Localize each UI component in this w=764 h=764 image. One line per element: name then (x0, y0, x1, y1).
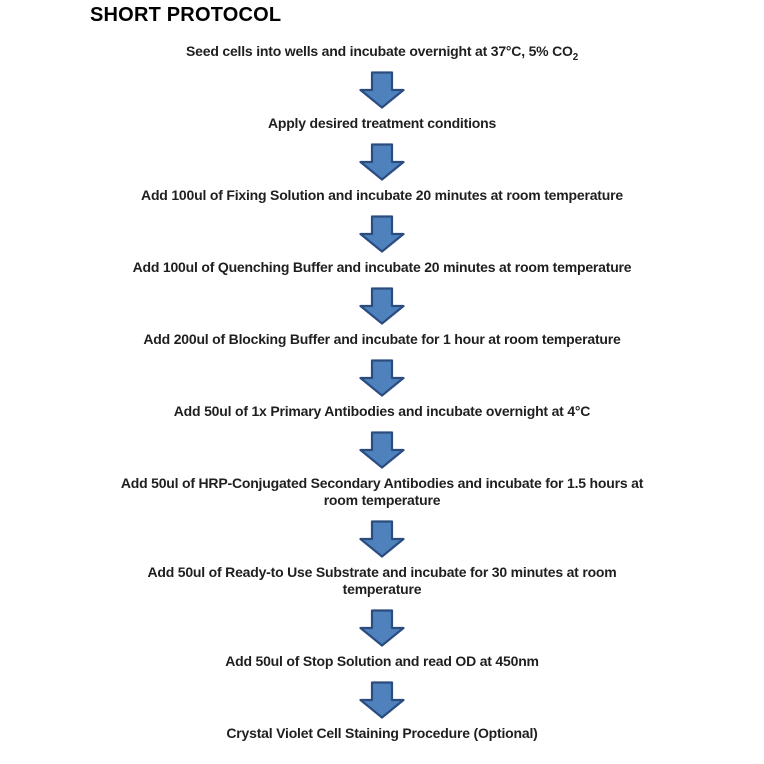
down-arrow-icon (359, 681, 405, 719)
protocol-flowchart (0, 43, 764, 742)
step-text: Add 50ul of Stop Solution and read OD at 450nm (225, 653, 539, 669)
protocol-step-2 (0, 115, 764, 132)
subscript-2: 2 (572, 51, 578, 63)
step-text: Add 50ul of Ready-to Use Substrate and incubate for 30 minutes at room temperature (147, 564, 617, 597)
step-text: Add 100ul of Quenching Buffer and incubate 20 minutes at room temperature (132, 259, 632, 275)
down-arrow-icon (359, 143, 405, 181)
down-arrow-icon (359, 520, 405, 558)
step-text: Seed cells into wells and incubate overnight at 37°C, 5% CO (186, 43, 573, 59)
down-arrow-icon (359, 71, 405, 109)
step-text: Apply desired treatment conditions (267, 115, 497, 131)
down-arrow-icon (359, 359, 405, 397)
protocol-step-9 (0, 653, 764, 670)
down-arrow-icon (359, 609, 405, 647)
protocol-step-6 (0, 403, 764, 420)
down-arrow-icon (359, 287, 405, 325)
protocol-step-3 (0, 187, 764, 204)
protocol-step-4 (108, 259, 656, 276)
down-arrow-icon (359, 431, 405, 469)
step-text: Add 50ul of HRP-Conjugated Secondary Antibodies and incubate for 1.5 hours at room temperature (120, 475, 644, 508)
page-title: SHORT PROTOCOL (90, 4, 282, 26)
protocol-step-5 (0, 331, 764, 348)
down-arrow-icon (359, 215, 405, 253)
protocol-step-8 (108, 564, 656, 598)
step-text: Add 100ul of Fixing Solution and incubate 20 minutes at room temperature (141, 187, 623, 203)
step-text: Crystal Violet Cell Staining Procedure (Optional) (226, 725, 538, 741)
protocol-step-1 (0, 43, 764, 63)
step-text: Add 50ul of 1x Primary Antibodies and incubate overnight at 4°C (173, 403, 591, 419)
protocol-step-7 (108, 475, 656, 509)
step-text: Add 200ul of Blocking Buffer and incubate for 1 hour at room temperature (143, 331, 621, 347)
protocol-step-10 (0, 725, 764, 742)
